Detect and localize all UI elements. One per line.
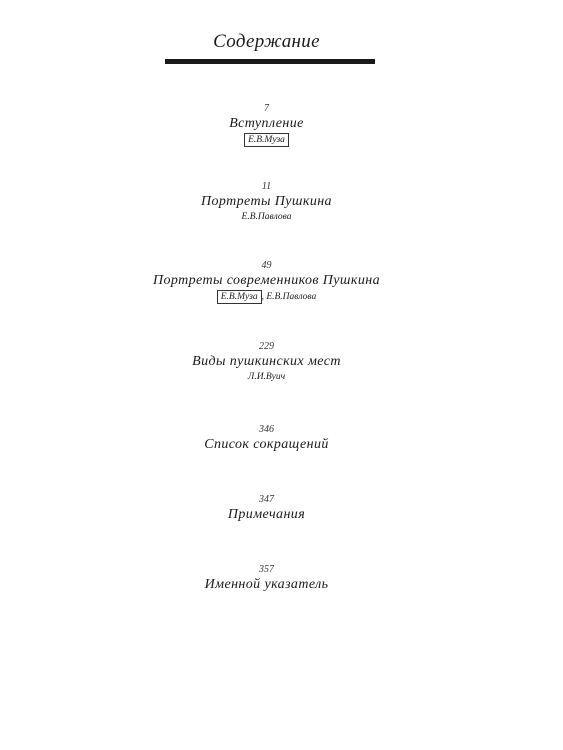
entry-title[interactable]: Именной указатель [204,577,329,592]
toc-header [157,30,376,54]
page-number: 346 [259,424,274,435]
author-name: Е.В.Павлова [266,292,317,302]
header-rule [165,59,375,64]
page-number: 49 [261,260,272,271]
entry-authors [0,371,533,384]
entry-authors [0,290,533,304]
entry-title[interactable]: Примечания [227,507,306,522]
page-number: 7 [264,103,269,114]
toc-entry-introduction[interactable] [0,103,533,147]
entry-title[interactable]: Портреты современников Пушкина [153,273,380,288]
page-number: 229 [259,341,274,352]
author-name: Е.В.Павлова [241,212,292,222]
toc-entry-pushkin-portraits[interactable] [0,181,533,224]
author-name: Е.В.Муза [244,133,289,147]
toc-entry-name-index[interactable] [0,564,533,594]
toc-entry-contemporaries-portraits[interactable] [0,260,533,304]
author-name: Л.И.Вуич [247,372,286,382]
toc-entry-pushkin-places[interactable] [0,341,533,384]
entry-title[interactable]: Виды пушкинских мест [192,354,341,369]
entry-authors [0,211,533,224]
page-number: 347 [259,494,274,505]
page-number: 357 [259,564,274,575]
author-separator: , [261,292,264,302]
toc-entry-abbreviations[interactable] [0,424,533,454]
author-name: Е.В.Муза [217,290,262,304]
entry-authors [0,133,533,147]
entry-title[interactable]: Портреты Пушкина [201,194,332,209]
toc-entry-notes[interactable] [0,494,533,524]
page-title: Содержание [213,31,320,52]
entry-title[interactable]: Вступление [229,116,304,131]
entry-title[interactable]: Список сокращений [204,437,329,452]
page-number: 11 [261,181,272,192]
